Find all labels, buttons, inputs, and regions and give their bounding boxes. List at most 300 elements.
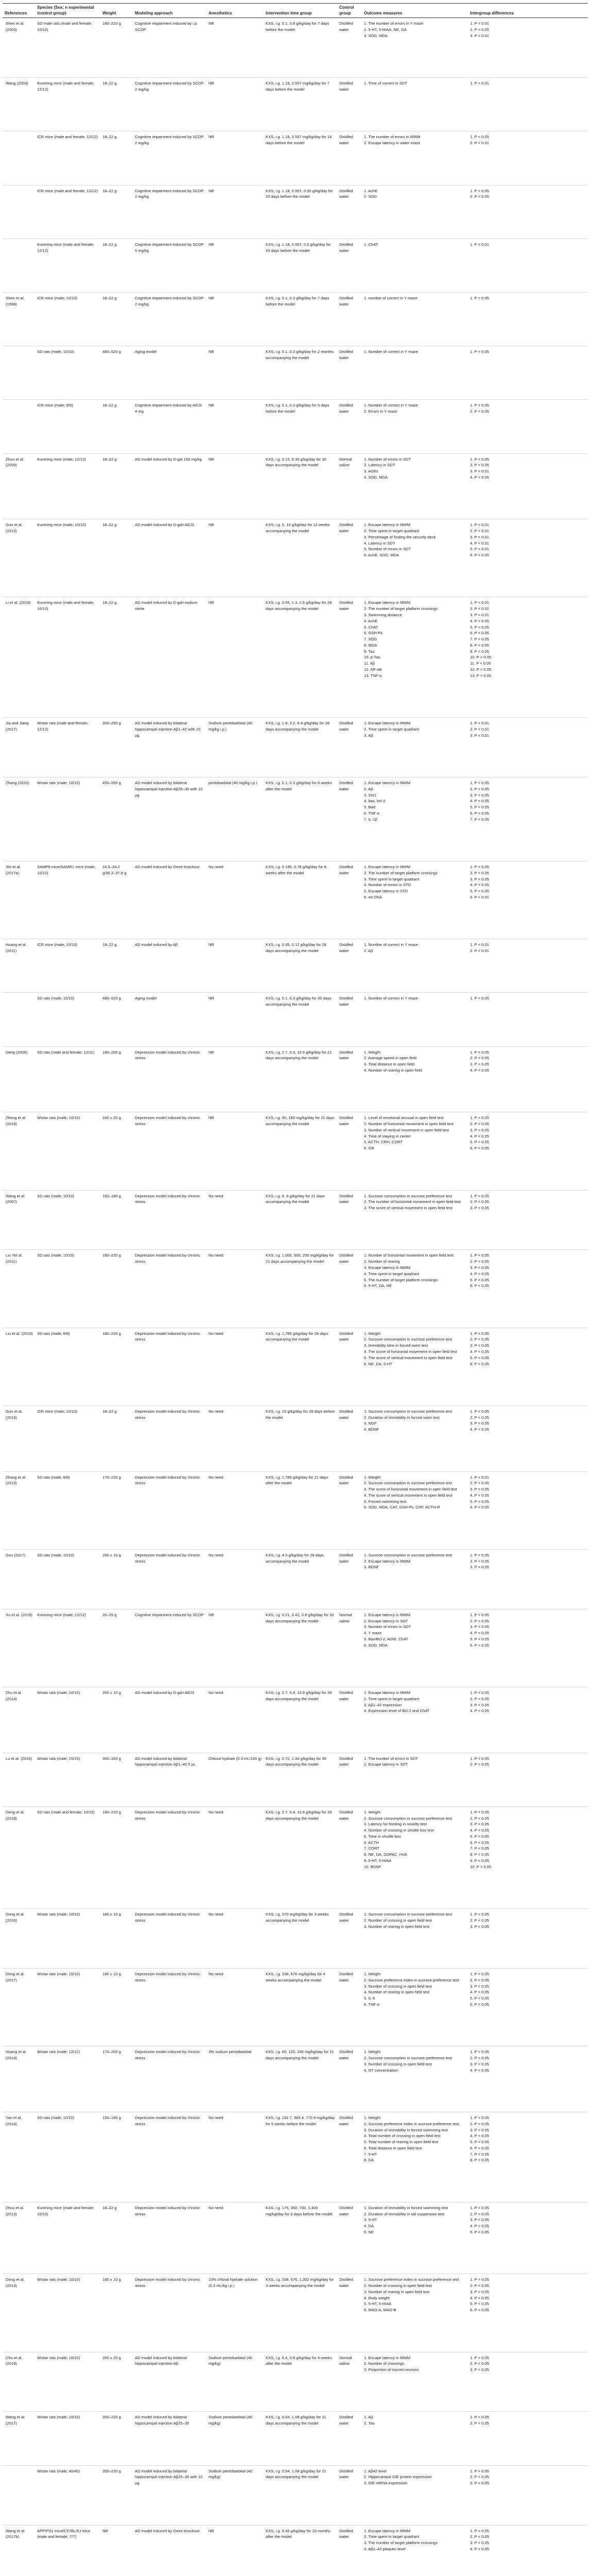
col-differences-cell: 1. P < 0.01 2. P < 0.05 3. P < 0.01 bbox=[468, 18, 587, 78]
table-row bbox=[3, 2412, 587, 2465]
col-control-cell: Distilled water bbox=[337, 1549, 362, 1609]
col-differences-cell: 1. P < 0.01 bbox=[468, 239, 587, 292]
table-row bbox=[3, 346, 587, 400]
col-differences-cell: 1. P < 0.05 2. P < 0.05 3. P < 0.05 4. P < 0.05 5. P < 0.05 6. P < 0.05 7. P < 0.05 bbox=[468, 777, 587, 861]
col-species-cell: SD rats (male; 10/10) bbox=[35, 2112, 100, 2202]
table-row bbox=[3, 1405, 587, 1471]
col-intervention-cell: KXS, i.g. 0.35, 0.12 g/kg/day for 28 days accompanying the model bbox=[264, 939, 337, 993]
table-row bbox=[3, 1471, 587, 1549]
table-row bbox=[3, 1806, 587, 1908]
table-row bbox=[3, 861, 587, 939]
col-references-cell: Liu Yet al. (2011) bbox=[3, 1250, 35, 1328]
col-modeling-cell: AD model induced by bilateral hippocampal injection Aβ25–35 bbox=[133, 2412, 206, 2465]
col-outcome-cell: 1. Number of correct in Y maze 2. Aβ bbox=[362, 939, 468, 993]
col-differences-cell: 1. P < 0.05 2. P < 0.05 3. P < 0.05 4. P < 0.05 5. P < 0.05 6. P < 0.05 bbox=[468, 1609, 587, 1687]
col-anesthetics-cell: No need bbox=[206, 1549, 264, 1609]
col-modeling-cell: Depression model induced by chronic stress bbox=[133, 1190, 206, 1250]
col-modeling-cell: Depression model induced by chronic stress bbox=[133, 2046, 206, 2112]
col-modeling-cell: AD model induced by bilateral hippocampal injection Aβ1–42 with 10 µg bbox=[133, 718, 206, 777]
col-weight-cell: 180–220 g bbox=[100, 18, 133, 78]
col-control-header: Control group bbox=[337, 4, 362, 18]
col-weight-cell: 200–250 g bbox=[100, 718, 133, 777]
col-weight-cell: 18–22 g bbox=[100, 939, 133, 993]
col-intervention-cell: KXS, i.g. 1.785 g/kg/day for 21 days after the model bbox=[264, 1471, 337, 1549]
col-species-cell: Wistar rats (male; 10/10) bbox=[35, 1969, 100, 2046]
col-species-cell: Kunming mice (male and female; 12/12) bbox=[35, 239, 100, 292]
col-intervention-cell: KXS, i.g. 90, 180 mg/kg/day for 21 days accompanying the model bbox=[264, 1112, 337, 1190]
col-intervention-cell: KXS, i.g. 60, 120, 240 mg/kg/day for 21 days accompanying the model bbox=[264, 2046, 337, 2112]
col-outcome-cell: 1. Number of errors in SDT 2. Latency in SDT 3. AGEs 4. SOD, MDA bbox=[362, 453, 468, 519]
col-weight-cell: NR bbox=[100, 2525, 133, 2576]
col-differences-cell: 1. P < 0.05 2. P < 0.05 3. P < 0.05 bbox=[468, 1549, 587, 1609]
col-species-cell: Kunming mice (male; 12/12) bbox=[35, 453, 100, 519]
col-modeling-cell: AD model induced by bilateral hippocampal injection Aβ bbox=[133, 2352, 206, 2412]
col-outcome-cell: 1. Escape latency in MWM 2. Time spent in target quadrant 3. Aβ1–42 expression 4. Expression level of Bcl-2 and ChAT bbox=[362, 1687, 468, 1753]
col-anesthetics-cell: No need bbox=[206, 1687, 264, 1753]
col-species-cell: Wistar rats (male; 10/10) bbox=[35, 1687, 100, 1753]
col-references-cell bbox=[3, 400, 35, 453]
col-outcome-cell: 1. number of correct in Y maze bbox=[362, 293, 468, 346]
col-modeling-cell: Depression model induced by chronic stress bbox=[133, 1405, 206, 1471]
col-species-cell: Kunming mice (male and female; 12/12) bbox=[35, 78, 100, 131]
col-intervention-cell: KXS, i.g. 0.45 g/kg/day for 10 months after the model bbox=[264, 2525, 337, 2576]
col-differences-cell: 1. P < 0.05 2. P < 0.05 3. P < 0.05 bbox=[468, 1190, 587, 1250]
table-body bbox=[3, 18, 587, 2576]
col-weight-cell: 18–22 g bbox=[100, 453, 133, 519]
col-anesthetics-cell: Chloral hydrate (0.3 mL/100 g) bbox=[206, 1753, 264, 1806]
col-anesthetics-cell: NR bbox=[206, 597, 264, 718]
col-differences-cell: 1. P < 0.05 2. P < 0.05 3. P < 0.05 bbox=[468, 1909, 587, 1969]
col-outcome-cell: 1. Number of correct in Y maze 2. Errors in Y maze bbox=[362, 400, 468, 453]
col-species-cell: Wistar rats (male; 40/40) bbox=[35, 2465, 100, 2525]
col-weight-cell: 480–520 g bbox=[100, 993, 133, 1046]
col-anesthetics-cell: No need bbox=[206, 1969, 264, 2046]
col-anesthetics-cell: 3% sodium pentobarbital bbox=[206, 2046, 264, 2112]
col-modeling-cell: Cognitive impairment induced by SCOP bbox=[133, 1609, 206, 1687]
col-references-cell bbox=[3, 993, 35, 1046]
col-anesthetics-cell: 10% chloral hydrate solution (0.3 mL/kg i.p.) bbox=[206, 2274, 264, 2352]
col-weight-cell: 160–180 g bbox=[100, 1190, 133, 1250]
col-differences-cell: 1. P < 0.05 2. P < 0.05 bbox=[468, 185, 587, 239]
col-differences-cell: 1. P < 0.05 2. P < 0.05 3. P < 0.05 4. P < 0.05 bbox=[468, 2046, 587, 2112]
col-references-cell: Wang et al. (2017) bbox=[3, 2412, 35, 2465]
table-row bbox=[3, 777, 587, 861]
col-modeling-cell: AD model induced by D-gal+AlCl3 bbox=[133, 519, 206, 597]
table-row bbox=[3, 519, 587, 597]
col-weight-cell: 20–25 g bbox=[100, 1609, 133, 1687]
col-anesthetics-cell: NR bbox=[206, 18, 264, 78]
col-intervention-cell: KXS, i.g. 2.7, 5.4, 10.8 g/kg/day for 28 days accompanying the model bbox=[264, 1687, 337, 1753]
col-species-cell: ICR mice (male; 10/10) bbox=[35, 293, 100, 346]
table-row bbox=[3, 1909, 587, 1969]
col-differences-cell: 1. P < 0.05 2. P < 0.05 3. P < 0.05 4. P < 0.05 5. P < 0.05 6. P < 0.05 7. P < 0.05 8. P < 0.05 9. P < 0.05 10. P < 0.05 bbox=[468, 1806, 587, 1908]
col-species-cell: Wistar rats (male; 10/10) bbox=[35, 2352, 100, 2412]
col-control-cell: Normal saline bbox=[337, 453, 362, 519]
table-row bbox=[3, 1609, 587, 1687]
col-modeling-cell: Aging model bbox=[133, 993, 206, 1046]
col-outcome-cell: 1. Escape latency in MWM 2. Time spent in target quadrant 3. The number of target platform crossings 4. Aβ1–42 plaques level bbox=[362, 2525, 468, 2576]
col-intervention-cell: KXS, i.g. 5, 10 g/kg/day for 12 weeks accompanying the model bbox=[264, 519, 337, 597]
col-weight-cell: 170–200 g bbox=[100, 2046, 133, 2112]
col-outcome-cell: 1. Escape latency in MWM 2. Time spent in target quadrant 3. Percentage of finding the security deck 4. Latency in SDT 5. Number of errors in SDT 6. AchE, SOD, MDA bbox=[362, 519, 468, 597]
col-intervention-cell: KXS, i.g. 0.15, 0.30 g/kg/day for 30 days accompanying the model bbox=[264, 453, 337, 519]
col-control-cell: Distilled water bbox=[337, 2412, 362, 2465]
col-differences-cell: 1. P < 0.05 2. P < 0.05 3. P < 0.05 bbox=[468, 2465, 587, 2525]
col-species-cell: SD rats (male; 10/10) bbox=[35, 993, 100, 1046]
col-anesthetics-cell: No need bbox=[206, 1190, 264, 1250]
col-intervention-cell: KXS, i.g. 2.7, 5.4, 10.6 g/kg/day for 28 days accompanying the model bbox=[264, 1806, 337, 1908]
col-intervention-cell: KXS, i.g. 6, 9 g/kg/day for 21 days accompanying the model bbox=[264, 1190, 337, 1250]
col-differences-cell: 1. P < 0.05 2. P < 0.05 bbox=[468, 2412, 587, 2465]
col-modeling-cell: AD model induced by bilateral hippocampal injection Aβ1–40 5 µL bbox=[133, 1753, 206, 1806]
col-references-cell: Deng et al. (2018) bbox=[3, 1806, 35, 1908]
col-control-cell: Distilled water bbox=[337, 400, 362, 453]
col-control-cell: Distilled water bbox=[337, 1328, 362, 1405]
col-species-cell: ICR mice (male and female; 12/12) bbox=[35, 185, 100, 239]
col-species-cell: SD rats (male; 8/8) bbox=[35, 1471, 100, 1549]
col-outcome-cell: 1. Number of horizontal movement in open field test 2. Number of rearing 3. Escape latency in MWM 4. Time spent in target quadrant 5. The number of target platform crossings 6. 5-HT, DA, NE bbox=[362, 1250, 468, 1328]
col-modeling-cell: Depression model induced by chronic stress bbox=[133, 2274, 206, 2352]
col-weight-cell: 200 ± 10 g bbox=[100, 1549, 133, 1609]
col-weight-cell: 180–220 g bbox=[100, 1806, 133, 1908]
col-control-cell: Distilled water bbox=[337, 239, 362, 292]
table-row bbox=[3, 2046, 587, 2112]
col-references-cell: Guo et al. (2013) bbox=[3, 519, 35, 597]
col-anesthetics-cell: NR bbox=[206, 1046, 264, 1112]
col-weight-cell: 200–220 g bbox=[100, 2412, 133, 2465]
col-references-cell bbox=[3, 239, 35, 292]
col-intervention-cell: KXS, i.g. 1.18, 0.557 mg/kg/day for 7 days before the model bbox=[264, 78, 337, 131]
table-row bbox=[3, 18, 587, 78]
col-species-cell: Wistar rats (male; 10/10) bbox=[35, 1909, 100, 1969]
col-control-cell: Distilled water bbox=[337, 293, 362, 346]
col-outcome-cell: 1. Level of emotional arousal in open field test 2. Number of horizontal movement in open field test 3. Number of vertical movement in open field test 4. Time of staying in center 5. ACTH, CRH, CORT 6. GR bbox=[362, 1112, 468, 1190]
col-species-cell: SD rats (male; 8/8) bbox=[35, 1328, 100, 1405]
col-weight-cell: 180 ± 10 g bbox=[100, 1969, 133, 2046]
col-intervention-cell: KXS, i.g. 1.18, 0.557, 0.55 g/kg/day for 20 days before the model bbox=[264, 185, 337, 239]
col-species-cell: Wistar rats (male; 10/10) bbox=[35, 2274, 100, 2352]
col-modeling-cell: Depression model induced by chronic stress bbox=[133, 1969, 206, 2046]
col-outcome-cell: 1. Weight 2. Sucrose consumption in sucrose preference test 3. Number of crossing in open field test 4. NT concentration bbox=[362, 2046, 468, 2112]
col-anesthetics-cell: NR bbox=[206, 993, 264, 1046]
col-species-cell: Kunming mice (male; 12/12) bbox=[35, 1609, 100, 1687]
col-species-cell: ICR mice (male; 9/9) bbox=[35, 400, 100, 453]
col-anesthetics-cell: NR bbox=[206, 346, 264, 400]
col-control-cell: Distilled water bbox=[337, 2112, 362, 2202]
col-references-cell: Wang (2003) bbox=[3, 78, 35, 131]
col-differences-cell: 1. P < 0.05 2. P < 0.05 3. P < 0.05 4. P < 0.05 5. P < 0.05 bbox=[468, 2202, 587, 2274]
col-species-header: Species (Sex; n experimental /control group) bbox=[35, 4, 100, 18]
col-weight-cell: 480–520 g bbox=[100, 346, 133, 400]
col-modeling-cell: AD model induced by Aβ bbox=[133, 939, 206, 993]
col-differences-cell: 1. P < 0.01 2. P < 0.01 bbox=[468, 939, 587, 993]
col-species-cell: SD rats (male; 10/10) bbox=[35, 1549, 100, 1609]
table-row bbox=[3, 993, 587, 1046]
col-intervention-cell: KXS, i.g. 1.6, 3.2, 6.4 g/kg/day for 28 days accompanying the model bbox=[264, 718, 337, 777]
table-row bbox=[3, 2274, 587, 2352]
col-modeling-cell: Cognitive impairment induced by SCOP 2 mg/kg bbox=[133, 78, 206, 131]
col-anesthetics-cell: No need bbox=[206, 1405, 264, 1471]
table-row bbox=[3, 597, 587, 718]
col-outcome-cell: 1. Escape latency in MWM 2. The number of target platform crossings 3. Time spent in target quadrant 4. Number of errors in STD 5. Escape latency in STD 6. mt DNA bbox=[362, 861, 468, 939]
col-control-cell: Distilled water bbox=[337, 597, 362, 718]
col-anesthetics-cell: No need bbox=[206, 861, 264, 939]
col-differences-cell: 1. P < 0.01 bbox=[468, 78, 587, 131]
col-outcome-cell: 1. Weight 2. Sucrose consumption in sucrose preference test 3. Immobility time in forced swim test 4. The score of horizontal movement in open field test 5. The score of vertical movement in open field test 6. NE, DA, 5-HT bbox=[362, 1328, 468, 1405]
col-references-cell: Guo et al. (2019) bbox=[3, 1405, 35, 1471]
table-header bbox=[3, 4, 587, 18]
col-anesthetics-cell: NR bbox=[206, 293, 264, 346]
col-intervention-cell: KXS, i.g. 1.18, 0.557, 0.5 g/kg/day for 25 days before the model bbox=[264, 239, 337, 292]
col-outcome-cell: 1. Aβ 2. Tau bbox=[362, 2412, 468, 2465]
col-weight-cell: 200 ± 10 g bbox=[100, 1687, 133, 1753]
col-weight-cell: 18–22 g bbox=[100, 131, 133, 185]
col-anesthetics-cell: NR bbox=[206, 400, 264, 453]
col-anesthetics-cell: NR bbox=[206, 939, 264, 993]
table-row bbox=[3, 239, 587, 292]
col-references-cell: Deng (2006) bbox=[3, 1046, 35, 1112]
col-references-header: References bbox=[3, 4, 35, 18]
col-anesthetics-header: Anesthetics bbox=[206, 4, 264, 18]
col-species-cell: APP/PS1 mice/C57BL/6J mice (male and female; 7/7) bbox=[35, 2525, 100, 2576]
col-intervention-cell: KXS, i.g. 0.65, 1.3, 2.6 g/kg/day for 28 days accompanying the model bbox=[264, 597, 337, 718]
table-row bbox=[3, 939, 587, 993]
table-row bbox=[3, 2525, 587, 2576]
col-intervention-cell: KXS, i.g. 4.5 g/kg/day for 28 days accompanying the model bbox=[264, 1549, 337, 1609]
col-weight-cell: 18–22 g bbox=[100, 239, 133, 292]
col-control-cell: Normal saline bbox=[337, 1609, 362, 1687]
col-references-cell: Li et al. (2018) bbox=[3, 597, 35, 718]
table-row bbox=[3, 2112, 587, 2202]
col-control-cell: Distilled water bbox=[337, 1046, 362, 1112]
col-references-cell bbox=[3, 185, 35, 239]
col-modeling-cell: Depression model induced by chronic stress bbox=[133, 1328, 206, 1405]
col-outcome-cell: 1. Time of correct in SDT bbox=[362, 78, 468, 131]
table-row bbox=[3, 1969, 587, 2046]
col-weight-cell: 18–22 g bbox=[100, 519, 133, 597]
col-species-cell: ICR mice (male; 10/10) bbox=[35, 939, 100, 993]
col-weight-cell: 18–22 g bbox=[100, 293, 133, 346]
col-control-cell: Distilled water bbox=[337, 2202, 362, 2274]
col-outcome-cell: 1. The number of errors in Y maze 2. 5-HT, 5-HIAA, NE, DA 3. SOD, MDA bbox=[362, 18, 468, 78]
header-row bbox=[3, 4, 587, 18]
col-modeling-cell: Depression model induced by chronic stress bbox=[133, 1250, 206, 1328]
col-species-cell: SD rats (male; 10/10) bbox=[35, 346, 100, 400]
col-anesthetics-cell: NR bbox=[206, 453, 264, 519]
col-outcome-cell: 1. Duration of immobility in forced swimming test 2. Duration of immobility in tail suspension test 3. 5-HT 4. DA 5. NE bbox=[362, 2202, 468, 2274]
col-species-cell: Wistar rats (male; 10/10) bbox=[35, 2412, 100, 2465]
table-row bbox=[3, 1328, 587, 1405]
col-references-cell: Dong et al. (2017) bbox=[3, 1969, 35, 2046]
col-differences-cell: 1. P < 0.01 2. P < 0.01 3. P < 0.01 4. P < 0.01 5. P < 0.01 6. P < 0.05 bbox=[468, 519, 587, 597]
col-species-cell: SD rats (male; 10/10) bbox=[35, 1250, 100, 1328]
col-modeling-cell: Cognitive impairment induced by i.p. SCOP bbox=[133, 18, 206, 78]
table-row bbox=[3, 185, 587, 239]
col-differences-cell: 1. P < 0.05 2. P < 0.05 3. P < 0.01 4. P < 0.05 bbox=[468, 453, 587, 519]
col-species-cell: SD rats (male; 10/10) bbox=[35, 1190, 100, 1250]
col-intervention-cell: KXS, i.g. 0.72, 1.44 g/kg/day for 30 days accompanying the model bbox=[264, 1753, 337, 1806]
col-control-cell: Distilled water bbox=[337, 718, 362, 777]
study-characteristics-table bbox=[3, 3, 587, 2576]
table-row bbox=[3, 293, 587, 346]
col-control-cell: Distilled water bbox=[337, 861, 362, 939]
col-references-cell: Jia and Jiang (2017) bbox=[3, 718, 35, 777]
col-anesthetics-cell: Sodium pentobarbital (40 mg/kg) bbox=[206, 2465, 264, 2525]
col-outcome-cell: 1. Escape latency in MWM 2. The number of target platform crossings 3. Swimming distance 4. AchE 5. ChAT 6. GSH-Px 7. SOD 8. MDA 9. Tau 10. p-Tau 11. Aβ 12. NF-κB 13. TNF-α bbox=[362, 597, 468, 718]
col-modeling-cell: Depression model induced by chronic stress bbox=[133, 1112, 206, 1190]
col-modeling-cell: AD model induced by Gene knockout bbox=[133, 861, 206, 939]
col-intervention-cell: KXS, i.g. 1,000, 500, 250 mg/kg/day for 21 days accompanying the model bbox=[264, 1250, 337, 1328]
col-intervention-cell: KXS, i.g. 338, 676, 1,352 mg/kg/day for 3 weeks accompanying the model bbox=[264, 2274, 337, 2352]
col-differences-cell: 1. P < 0.05 2. P < 0.05 bbox=[468, 1753, 587, 1806]
col-control-cell: Distilled water bbox=[337, 2046, 362, 2112]
col-intervention-cell: KXS, i.g. 0.54, 1.08 g/kg/day for 21 days accompanying the model bbox=[264, 2465, 337, 2525]
col-differences-cell: 1. P < 0.01 2. P < 0.01 3. P < 0.01 4. P < 0.05 5. P < 0.05 6. P < 0.05 7. P < 0.05 8. P < 0.05 9. P < 0.05 10. P < 0.05 11. P < 0.05 12. P < 0.05 13. P < 0.05 bbox=[468, 597, 587, 718]
col-outcome-cell: 1. Escape latency in MWM 2. Number of crossings 3. Proportion of injured neurons bbox=[362, 2352, 468, 2412]
col-differences-cell: 1. P < 0.05 2. P < 0.05 3. P < 0.05 4. P < 0.05 5. P < 0.05 6. P < 0.05 7. P < 0.05 8. P < 0.05 bbox=[468, 2112, 587, 2202]
col-outcome-cell: 1. AchE 2. SOD bbox=[362, 185, 468, 239]
col-modeling-cell: Depression model induced by chronic stress bbox=[133, 1471, 206, 1549]
col-outcome-cell: 1. Number of correct in Y maze bbox=[362, 993, 468, 1046]
col-outcome-cell: 1. Weight 2. Sucrose preference index in sucrose preference test 3. Number of crossing in open field test 4. Number of rearing in open field test 5. IL-6 6. TNF-α bbox=[362, 1969, 468, 2046]
table-row bbox=[3, 2352, 587, 2412]
col-differences-cell: 1. P < 0.05 2. P < 0.05 3. P < 0.05 4. P < 0.05 bbox=[468, 1405, 587, 1471]
table-row bbox=[3, 453, 587, 519]
col-control-cell: Distilled water bbox=[337, 1190, 362, 1250]
col-anesthetics-cell: Sodium pentobarbital (40 mg/kg) bbox=[206, 2352, 264, 2412]
col-references-cell: Huang et al. (2011) bbox=[3, 939, 35, 993]
col-outcome-cell: 1. Weight 2. Sucrose consumption in sucrose preference test 3. Latency for feeding in novelty test 4. Number of crossing in shuttle box test 5. Time in shuttle box 6. ACTH 7. CORT 8. NE, DA, DOPAC, HVA 9. 5-HT, 5-HIAA 10. BDNF bbox=[362, 1806, 468, 1908]
col-weight-cell: 18–22 g bbox=[100, 2202, 133, 2274]
col-weight-header: Weight bbox=[100, 4, 133, 18]
col-species-cell: Kunming mice (male and female; 10/10) bbox=[35, 597, 100, 718]
col-modeling-cell: Cognitive impairment induced by SCOP 2 mg/kg bbox=[133, 185, 206, 239]
table-row bbox=[3, 1112, 587, 1190]
col-anesthetics-cell: NR bbox=[206, 519, 264, 597]
col-modeling-cell: AD model induced by D-gal+sodium nitrite bbox=[133, 597, 206, 718]
col-differences-cell: 1. P < 0.05 2. P < 0.01 bbox=[468, 131, 587, 185]
col-differences-cell: 1. P < 0.05 2. P < 0.05 3. P < 0.05 4. P < 0.05 bbox=[468, 2525, 587, 2576]
col-outcome-cell: 1. Sucrose consumption in sucrose preference test 2. Escape latency in MWM 3. BDNF bbox=[362, 1549, 468, 1609]
col-intervention-cell: KXS, i.g. 2.7, 5.3, 10.6 g/kg/day for 21 days accompanying the model bbox=[264, 1046, 337, 1112]
col-control-cell: Distilled water bbox=[337, 1753, 362, 1806]
table-row bbox=[3, 400, 587, 453]
col-modeling-cell: Cognitive impairment induced by SCOP 5 mg/kg bbox=[133, 239, 206, 292]
col-outcome-cell: 1. The number of errors in SDT 2. Escape latency in SDT bbox=[362, 1753, 468, 1806]
col-control-cell: Distilled water bbox=[337, 777, 362, 861]
col-weight-cell: 170–220 g bbox=[100, 1471, 133, 1549]
col-outcome-cell: 1. Sucrose preference index in sucrose preference test 2. Number of crossing in open field test 3. Number of rearing in open field test 4. Body weight 5. 5-HT, 5-HIAA 6. MAO-A, MAO-B bbox=[362, 2274, 468, 2352]
col-anesthetics-cell: No need bbox=[206, 2202, 264, 2274]
col-outcome-cell: 1. Sucrose consumption in sucrose preference test 2. The number of horizontal movement in open field test 3. The score of vertical movement in open field test bbox=[362, 1190, 468, 1250]
col-outcome-cell: 1. Escape latency in MWM 2. Aβ 3. Sirt1 4. bax, bcl-2 5. Bad 6. TNF-α 7. IL-1β bbox=[362, 777, 468, 861]
col-modeling-cell: Aging model bbox=[133, 346, 206, 400]
col-intervention-cell: KXS, i.g. 0.1, 0.3 g/kg/day for 2 months accompanying the model bbox=[264, 346, 337, 400]
col-control-cell: Distilled water bbox=[337, 939, 362, 993]
col-anesthetics-cell: NR bbox=[206, 2525, 264, 2576]
table-row bbox=[3, 1753, 587, 1806]
col-modeling-cell: AD model induced by D-gal+AlCl3 bbox=[133, 1687, 206, 1753]
col-modeling-cell: Depression model induced by chronic stress bbox=[133, 2202, 206, 2274]
col-modeling-cell: AD model induced by Gene knockout bbox=[133, 2525, 206, 2576]
col-control-cell: Distilled water bbox=[337, 1250, 362, 1328]
col-modeling-cell: Cognitive impairment induced by SCOP 2 mg/kg bbox=[133, 293, 206, 346]
col-references-cell: Shen et al. (2003) bbox=[3, 18, 35, 78]
col-intervention-cell: KXS, i.g. 0.1, 0.3 g/kg/day for 7 days before the model bbox=[264, 293, 337, 346]
col-anesthetics-cell: NR bbox=[206, 185, 264, 239]
col-references-cell: Wang et al. (2007) bbox=[3, 1190, 35, 1250]
col-weight-cell: 24.5–34.2 g/30.2–37.8 g bbox=[100, 861, 133, 939]
col-references-cell bbox=[3, 346, 35, 400]
col-outcome-cell: 1. Sucrose consumption in sucrose preference test 2. Number of crossing in open field test 3. Number of rearing in open field test bbox=[362, 1909, 468, 1969]
col-differences-cell: 1. P < 0.01 2. P < 0.05 3. P < 0.05 4. P < 0.05 5. P < 0.05 6. P < 0.05 bbox=[468, 1471, 587, 1549]
col-modeling-cell: AD model induced by bilateral hippocampal injection Aβ25–35 with 10 µg bbox=[133, 2465, 206, 2525]
col-anesthetics-cell: NR bbox=[206, 239, 264, 292]
col-intervention-cell: KXS, i.g. 0.4, 0.8 g/kg/day for 4 weeks after the model bbox=[264, 2352, 337, 2412]
col-control-cell: Normal saline bbox=[337, 2352, 362, 2412]
col-differences-cell: 1. P < 0.05 bbox=[468, 993, 587, 1046]
col-weight-cell: 240 ± 20 g bbox=[100, 1112, 133, 1190]
table-row bbox=[3, 131, 587, 185]
col-intervention-cell: KXS, i.g. 175, 350, 700, 1,400 mg/kg/day for 3 days before the model bbox=[264, 2202, 337, 2274]
col-weight-cell: 18–22 g bbox=[100, 78, 133, 131]
table-row bbox=[3, 1190, 587, 1250]
col-outcome-cell: 1. ChAT bbox=[362, 239, 468, 292]
col-control-cell: Distilled water bbox=[337, 131, 362, 185]
col-modeling-cell: Depression model induced by chronic stress bbox=[133, 1806, 206, 1908]
table-row bbox=[3, 718, 587, 777]
col-anesthetics-cell: No need bbox=[206, 1250, 264, 1328]
col-references-cell: Huang et al. (2014) bbox=[3, 2046, 35, 2112]
col-references-cell: Wang et al. (2017b) bbox=[3, 2525, 35, 2576]
col-anesthetics-cell: Sodium pentobarbital (40 mg/kg) bbox=[206, 2412, 264, 2465]
table-row bbox=[3, 2465, 587, 2525]
col-anesthetics-cell: NR bbox=[206, 78, 264, 131]
col-modeling-cell: AD model induced by D-gal 150 mg/kg bbox=[133, 453, 206, 519]
col-weight-cell: 18–22 g bbox=[100, 185, 133, 239]
col-control-cell: Distilled water bbox=[337, 1405, 362, 1471]
col-references-cell: Dong et al. (2013) bbox=[3, 2274, 35, 2352]
col-outcome-cell: 1. Aβ42 level 2. Hippocampal IDE protein expression 3. IDE mRNA expression bbox=[362, 2465, 468, 2525]
col-differences-cell: 1. P < 0.05 2. P < 0.05 3. P < 0.05 4. P < 0.05 bbox=[468, 1046, 587, 1112]
col-intervention-cell: KXS, i.g. 0.54, 1.08 g/kg/day for 21 days accompanying the model bbox=[264, 2412, 337, 2465]
col-species-cell: Wistar rats (male; 10/10) bbox=[35, 1112, 100, 1190]
col-control-cell: Distilled water bbox=[337, 993, 362, 1046]
col-references-cell bbox=[3, 2465, 35, 2525]
col-anesthetics-cell: NR bbox=[206, 1112, 264, 1190]
col-species-cell: Wistar rats (male; 15/15) bbox=[35, 1753, 100, 1806]
col-weight-cell: 450–550 g bbox=[100, 777, 133, 861]
col-intervention-cell: KXS, i.g. 0.1, 0.3 g/kg/day for 5 days before the model bbox=[264, 400, 337, 453]
col-outcome-cell: 1. Sucrose consumption in sucrose preference test 2. Duration of immobility in forced swim test 3. NGF 4. BDNF bbox=[362, 1405, 468, 1471]
col-anesthetics-cell: No need bbox=[206, 2112, 264, 2202]
col-outcome-cell: 1. Weight 2. Average speed in open field 3. Total distance in open field 4. Number of rearing in open field bbox=[362, 1046, 468, 1112]
col-differences-cell: 1. P < 0.05 bbox=[468, 346, 587, 400]
col-differences-cell: 1. P < 0.05 2. P < 0.05 3. P < 0.05 4. P < 0.05 5. P < 0.05 6. P < 0.05 bbox=[468, 1969, 587, 2046]
col-references-cell: Yan et al. (2014) bbox=[3, 2112, 35, 2202]
col-weight-cell: 180 ± 10 g bbox=[100, 2274, 133, 2352]
col-differences-cell: 1. P < 0.05 2. P < 0.05 3. P < 0.05 bbox=[468, 2352, 587, 2412]
col-modeling-cell: Cognitive impairment induced by AlCl3 4 mg bbox=[133, 400, 206, 453]
col-weight-cell: 18–22 g bbox=[100, 1405, 133, 1471]
col-control-cell: Distilled water bbox=[337, 519, 362, 597]
col-references-cell: Liu et al. (2019) bbox=[3, 1328, 35, 1405]
col-anesthetics-cell: No need bbox=[206, 1328, 264, 1405]
col-outcome-cell: 1. Escape latency in MWM 2. Escape latency in SDT 3. Number of errors in SDT 4. Y maze 5. Bax/Bcl-2, AchE, ChAT 6. SOD, MDA bbox=[362, 1609, 468, 1687]
col-differences-cell: 1. P < 0.01 2. P < 0.01 3. P < 0.01 bbox=[468, 718, 587, 777]
col-references-cell: Zhang (2020) bbox=[3, 777, 35, 861]
table-row bbox=[3, 1687, 587, 1753]
